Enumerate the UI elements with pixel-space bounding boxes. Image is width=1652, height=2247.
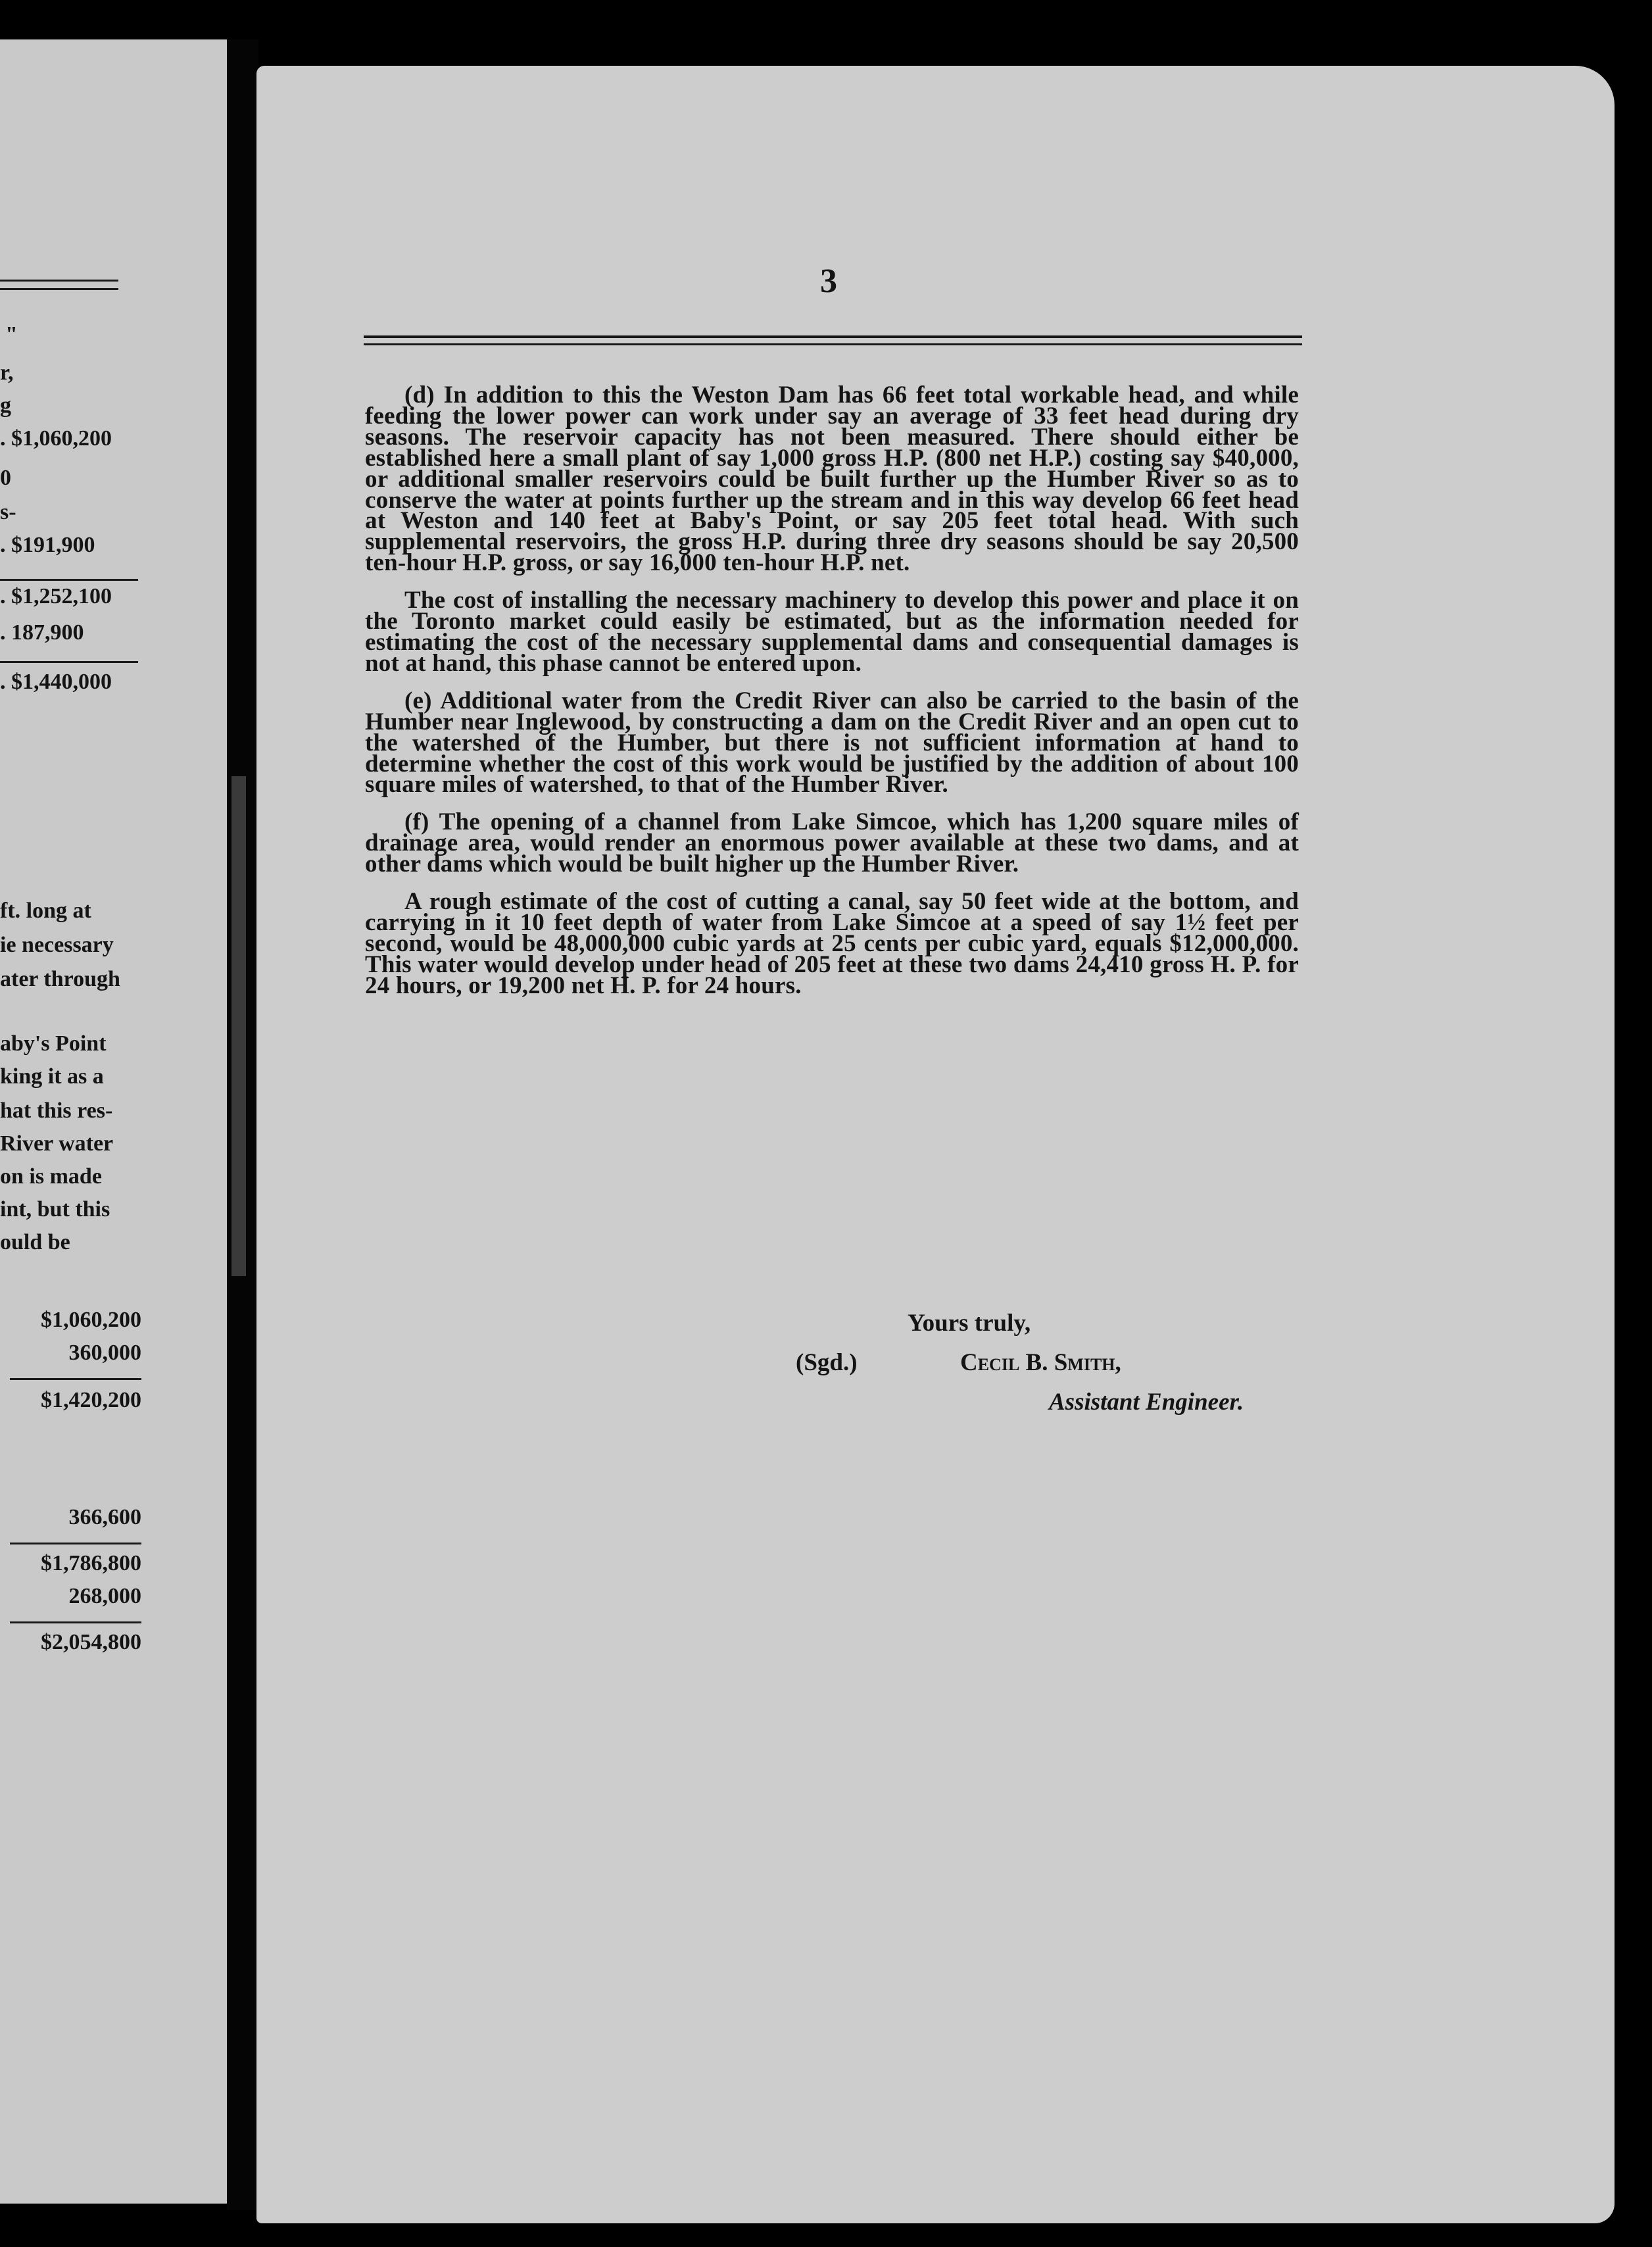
left-fragment: " (5, 322, 18, 347)
left-total: $2,054,800 (41, 1630, 141, 1654)
left-fragment: on is made (0, 1164, 102, 1189)
left-fragment: int, but this (0, 1197, 110, 1222)
left-fragment: 0 (0, 466, 11, 490)
left-fragment: . $191,900 (0, 533, 95, 557)
left-fragment: ft. long at (0, 899, 91, 923)
header-rule (364, 335, 1302, 338)
left-total: $1,420,200 (41, 1388, 141, 1412)
left-fragment: r, (0, 360, 14, 385)
left-total: $1,786,800 (41, 1551, 141, 1575)
left-fragment: . 187,900 (0, 620, 84, 645)
paragraph-estimate: A rough estimate of the cost of cutting a canal, say 50 feet wide at the bottom, and carrying in it 10 feet depth of water from Lake Simcoe at a speed of say 1½ feet per second, would be 48,000,000 cubic yards at 25 cents per cubic yard, equals $12,000,000. This water would develop under head of 205 feet at these two dams 24,410 gross H. P. for 24 hours, or 19,200 net H. P. for 24 hours. (365, 888, 1299, 999)
left-fragment: ie necessary (0, 933, 114, 957)
left-sum-rule (0, 579, 138, 581)
left-fragment: s- (0, 500, 16, 524)
left-sum-rule (10, 1621, 141, 1623)
page-number: 3 (820, 262, 837, 300)
left-header-rule-2 (0, 288, 118, 290)
left-fragment: g (0, 393, 11, 418)
left-fragment: aby's Point (0, 1031, 107, 1056)
left-fragment: . $1,440,000 (0, 670, 112, 694)
left-fragment: hat this res- (0, 1099, 113, 1123)
left-total: 360,000 (68, 1341, 141, 1365)
left-sum-rule (10, 1543, 141, 1544)
paragraph-f: (f) The opening of a channel from Lake Simcoe, which has 1,200 square miles of drainage area, would render an enormous power available at these two dams, and at other dams which would be built higher up the Humber River. (365, 808, 1299, 878)
paragraph-d: (d) In addition to this the Weston Dam has 66 feet total workable head, and while feeding the lower power can work under say an average of 33 feet head during dry seasons. The reservoir capacity has not been measured. There should either be established here a small plant of say 1,000 gross H.P. (800 net H.P.) costing say $40,000, or additional smaller reservoirs could be built further up the Humber River so as to conserve the water at points further up the stream and in this way develop 66 feet head at Weston and 140 feet at Baby's Point, or say 205 feet total head. With such supplemental reservoirs, the gross H.P. during three dry seasons should be say 20,500 ten-hour H.P. gross, or say 16,000 ten-hour H.P. net. (365, 382, 1299, 577)
left-fragment: ater through (0, 967, 120, 991)
signatory-title: Assistant Engineer. (1049, 1389, 1244, 1416)
paragraph-cost: The cost of installing the necessary machinery to develop this power and place it on the Toronto market could easily be estimated, but as the information needed for estimating the cost of the necessary supplemental dams and consequential damages is not at hand, this phase cannot be entered upon. (365, 587, 1299, 677)
signed-marker: (Sgd.) (796, 1349, 858, 1376)
header-rule-double (364, 343, 1302, 345)
left-sum-rule (0, 661, 138, 663)
signatory-name: Cecil B. Smith, (960, 1349, 1121, 1376)
left-fragment: . $1,060,200 (0, 426, 112, 451)
left-page-fragment (0, 39, 240, 2204)
letter-body (365, 382, 1299, 1013)
binding-strip (231, 776, 246, 1276)
left-fragment: ould be (0, 1230, 70, 1254)
left-fragment: . $1,252,100 (0, 584, 112, 608)
left-header-rule (0, 280, 118, 282)
left-total: $1,060,200 (41, 1308, 141, 1332)
closing-salutation: Yours truly, (908, 1310, 1031, 1337)
left-fragment: king it as a (0, 1064, 104, 1089)
paragraph-e: (e) Additional water from the Credit River can also be carried to the basin of the Humber near Inglewood, by constructing a dam on the Credit River and an open cut to the watershed of the Humber, but there is not sufficient information at hand to determine whether the cost of this work would be justified by the addition of about 100 square miles of watershed, to that of the Humber River. (365, 687, 1299, 799)
left-fragment: River water (0, 1131, 114, 1156)
left-total: 268,000 (68, 1584, 141, 1608)
left-total: 366,600 (68, 1505, 141, 1529)
left-sum-rule (10, 1378, 141, 1380)
